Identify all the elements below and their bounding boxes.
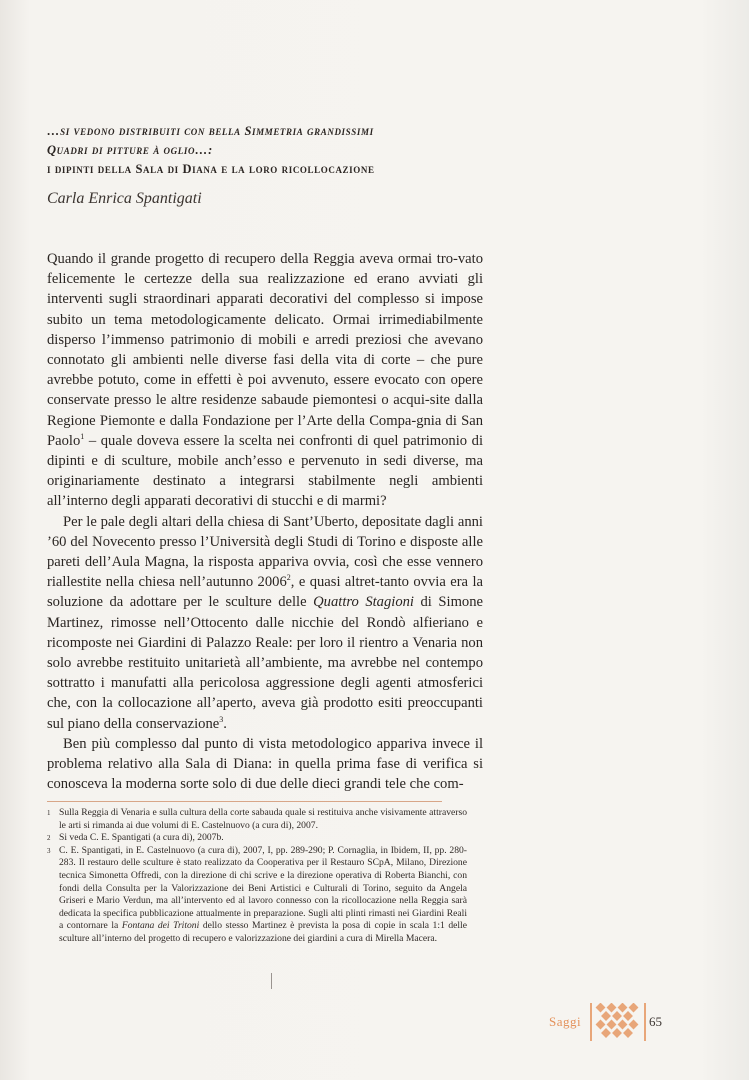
footnote-3 xyxy=(47,845,467,946)
footnote-2 xyxy=(47,832,467,845)
title-line-2: Quadri di pitture à oglio…: xyxy=(47,143,213,157)
artwork-title: Quattro Stagioni xyxy=(313,594,414,611)
ornament-left-bar xyxy=(590,1003,592,1041)
ornament-icon xyxy=(594,1003,640,1039)
paragraph-2-text-d: . xyxy=(223,715,227,732)
footnote-number-3: 3 xyxy=(47,846,51,855)
paragraph-2-text-c: di Simone Martinez, rimosse nell’Ottocento dalle nicchie del Rondò alfieriano e ricomposte nei Giardini di Palazzo Reale: per loro il rientro a Venaria non solo avrebbe restituito unitarietà all’ambiente, ma avrebbe nel contempo sottratto i manufatti alla pericolosa aggressione degli agenti atmosferici che, con la collocazione all’aperto, aveva già prodotto esiti preoccupanti sul piano della conservazione xyxy=(47,594,483,732)
footnote-2-text: Si veda C. E. Spantigati (a cura di), 2007b. xyxy=(59,832,224,844)
footnote-1-text: Sulla Reggia di Venaria e sulla cultura della corte sabauda quale si restituiva anche visivamente attraverso le arti si rimanda ai due volumi di E. Castelnuovo (a cura di), 2007. xyxy=(59,807,467,831)
title-line-1: …si vedono distribuiti con bella Simmetria grandissimi xyxy=(47,124,374,138)
footnote-number-1: 1 xyxy=(47,809,51,817)
paragraph-1-text-a: Quando il grande progetto di recupero della Reggia aveva ormai tro-vato felicemente le certezze della sua realizzazione ed erano avviati gli interventi sugli straordinari apparati decorativi del complesso si impose subito un tema metodologicamente delicato. Ormai irrimediabilmente disperso l’immenso patrimonio di mobili e arredi preziosi che avevano connotato gli ambienti nelle diverse fasi della vita di corte – che pure avrebbe potuto, come in effetti è poi avvenuto, essere evocato con opere conservate presso le altre residenze sabaude piemontesi o acqui-site dalla Regione Piemonte e dalla Fondazione per l’Arte della Compa-gnia di San Paolo xyxy=(47,251,483,449)
footnote-number-2: 2 xyxy=(47,834,51,843)
paragraph-1-text-b: – quale doveva essere la scelta nei confronti di quel patrimonio di dipinti e di sculture, mobile anch’esso e pervenuto in sedi diverse, ma originariamente destinato a integrarsi stabilmente negli ambienti all’interno degli apparati decorativi di stucchi e di marmi? xyxy=(47,432,483,510)
footnote-divider xyxy=(47,801,442,802)
paragraph-1 xyxy=(47,249,483,512)
paragraph-2 xyxy=(47,512,483,734)
article-body xyxy=(47,249,483,794)
author-name: Carla Enrica Spantigati xyxy=(47,190,202,207)
ornament-right-bar xyxy=(644,1003,646,1041)
footnote-3-text-b: dello stesso Martinez è prevista la posa di copie in scala 1:1 delle sculture all’interno del progetto di recupero e valorizzazione dei giardini a cura di Mirella Macera. xyxy=(59,920,467,944)
footnote-3-artwork: Fontana dei Tritoni xyxy=(121,920,200,932)
footnotes xyxy=(47,807,467,946)
footnote-ref-2[interactable]: 2 xyxy=(286,573,291,583)
paragraph-2-text-a: Per le pale degli altari della chiesa di Sant’Uberto, depositate dagli anni ’60 del Novecento presso l’Università degli Studi di Torino e disposte alle pareti dell’Aula Magna, la risposta appariva ovvia, così che esse vennero riallestite nella chiesa nell’autunno 2006 xyxy=(47,513,483,591)
footnote-ref-3[interactable]: 3 xyxy=(219,714,224,724)
footnote-3-text-a: C. E. Spantigati, in E. Castelnuovo (a cura di), 2007, I, pp. 289-290; P. Cornaglia, in Ibidem, II, pp. 280-283. Il restauro delle sculture è stato realizzato da Cooperativa per il Restauro SCpA, Milano, Direzione tecnica Simonetta Offredi, con la direzione di chi scrive e la direzione operativa di Roberta Bianchi, con fondi della Consulta per la Valorizzazione dei Beni Artistici e Culturali di Torino, seguito da Angela Griseri e Mario Verdun, ma all’intervento ed al lavoro connesso con la ricollocazione nella Reggia sarà dedicata la specifica pubblicazione attualmente in preparazione. Sugli alti plinti rimasti nei Giardini Reali a contornare la xyxy=(59,844,467,932)
footnote-1 xyxy=(47,807,467,832)
paragraph-2-text-b: , e quasi altret-tanto ovvia era la soluzione da adottare per le sculture delle xyxy=(47,574,483,611)
footnote-ref-1[interactable]: 1 xyxy=(80,431,85,441)
text-cursor-mark xyxy=(271,973,272,989)
title-line-3: i dipinti della Sala di Diana e la loro ricollocazione xyxy=(47,162,375,176)
page-number: 65 xyxy=(649,1014,662,1029)
paragraph-3: Ben più complesso dal punto di vista metodologico appariva invece il problema relativo alla Sala di Diana: in quella prima fase di verifica si conosceva la moderna sorte solo di due delle dieci grandi tele che com- xyxy=(47,735,483,793)
section-label: Saggi xyxy=(549,1014,582,1029)
article-title xyxy=(47,122,507,179)
